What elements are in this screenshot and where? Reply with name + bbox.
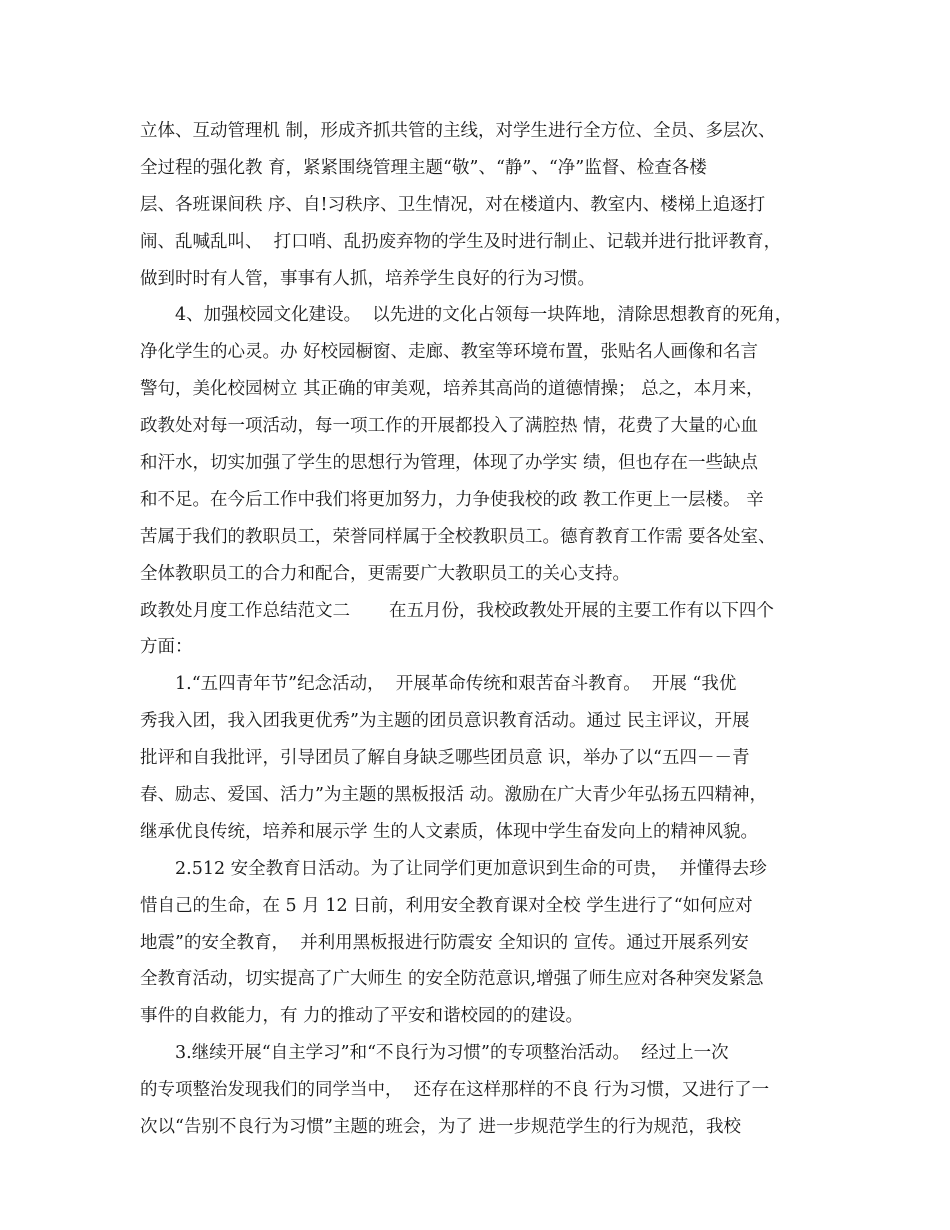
text-line: 地震”的安全教育， 并利用黑板报进行防震安 全知识的 宣传。通过开展系列安 [140,932,749,953]
text-line: 层、各班课间秩 序、自!习秩序、卫生情况，对在楼道内、教室内、楼梯上追逐打 [140,194,766,215]
text-line: 批评和自我批评，引导团员了解自身缺乏哪些团员意 识，举办了以“五四－－青 [140,748,750,769]
text-line: 警句，美化校园树立 其正确的审美观，培养其高尚的道德情操； 总之，本月来， [140,379,764,400]
text-line: 次以“告别不良行为习惯”主题的班会，为了 进一步规范学生的行为规范，我校 [140,1117,741,1138]
paragraph-first-line: 2.512 安全教育日活动。为了让同学们更加意识到生命的可贵， 并懂得去珍 [175,858,767,879]
text-line: 的专项整治发现我们的同学当中， 还存在这样那样的不良 行为习惯，又进行了一 [140,1080,770,1101]
text-line: 做到时时有人管，事事有人抓，培养学生良好的行为习惯。 [140,268,595,289]
text-line: 闹、乱喊乱叫、 打口哨、乱扔废弃物的学生及时进行制止、记载并进行批评教育， [140,231,782,252]
text-line: 苦属于我们的教职员工，荣誉同样属于全校教职员工。德育教育工作需 要各处室、 [140,526,776,547]
text-line: 和不足。在今后工作中我们将更加努力，力争使我校的政 教工作更上一层楼。 辛 [140,489,764,510]
text-line: 惜自己的生命，在 5 月 12 日前，利用安全教育课对全校 学生进行了“如何应对 [140,895,753,916]
paragraph-first-line: 4、加强校园文化建设。 以先进的文化占领每一块阵地，清除思想教育的死角， [175,305,793,326]
text-line: 和汗水，切实加强了学生的思想行为管理，体现了办学实 绩，但也存在一些缺点 [140,453,759,474]
text-line: 全体教职员工的合力和配合，更需要广大教职员工的关心支持。 [140,563,630,584]
text-line: 净化学生的心灵。办 好校园橱窗、走廊、教室等环境布置，张贴名人画像和名言 [140,342,759,363]
text-line: 政教处月度工作总结范文二 在五月份，我校政教处开展的主要工作有以下四个 [140,600,774,621]
paragraph-first-line: 1.“五四青年节”纪念活动， 开展革命传统和艰苦奋斗教育。 开展 “我优 [175,674,737,695]
text-line: 事件的自救能力，有 力的推动了平安和谐校园的的建设。 [140,1006,584,1027]
paragraph-first-line: 3.继续开展“自主学习”和“不良行为习惯”的专项整治活动。 经过上一次 [175,1043,729,1064]
text-line: 方面： [140,637,193,658]
text-line: 全教育活动，切实提高了广大师生 的安全防范意识,增强了师生应对各种突发紧急 [140,969,764,990]
text-line: 秀我入团，我入团我更优秀”为主题的团员意识教育活动。通过 民主评议，开展 [140,711,750,732]
text-line: 立体、互动管理机 制，形成齐抓共管的主线，对学生进行全方位、全员、多层次、 [140,121,776,141]
text-line: 全过程的强化教 育，紧紧围绕管理主题“敬”、“静”、“净”监督、检查各楼 [140,157,707,178]
text-line: 政教处对每一项活动，每一项工作的开展都投入了满腔热 情，花费了大量的心血 [140,416,759,437]
text-line: 继承优良传统，培养和展示学 生的人文素质，体现中学生奋发向上的精神风貌。 [140,821,759,842]
document-body [140,113,830,1146]
text-line: 春、励志、爱国、活力”为主题的黑板报活 动。激励在广大青少年弘扬五四精神， [140,785,768,806]
